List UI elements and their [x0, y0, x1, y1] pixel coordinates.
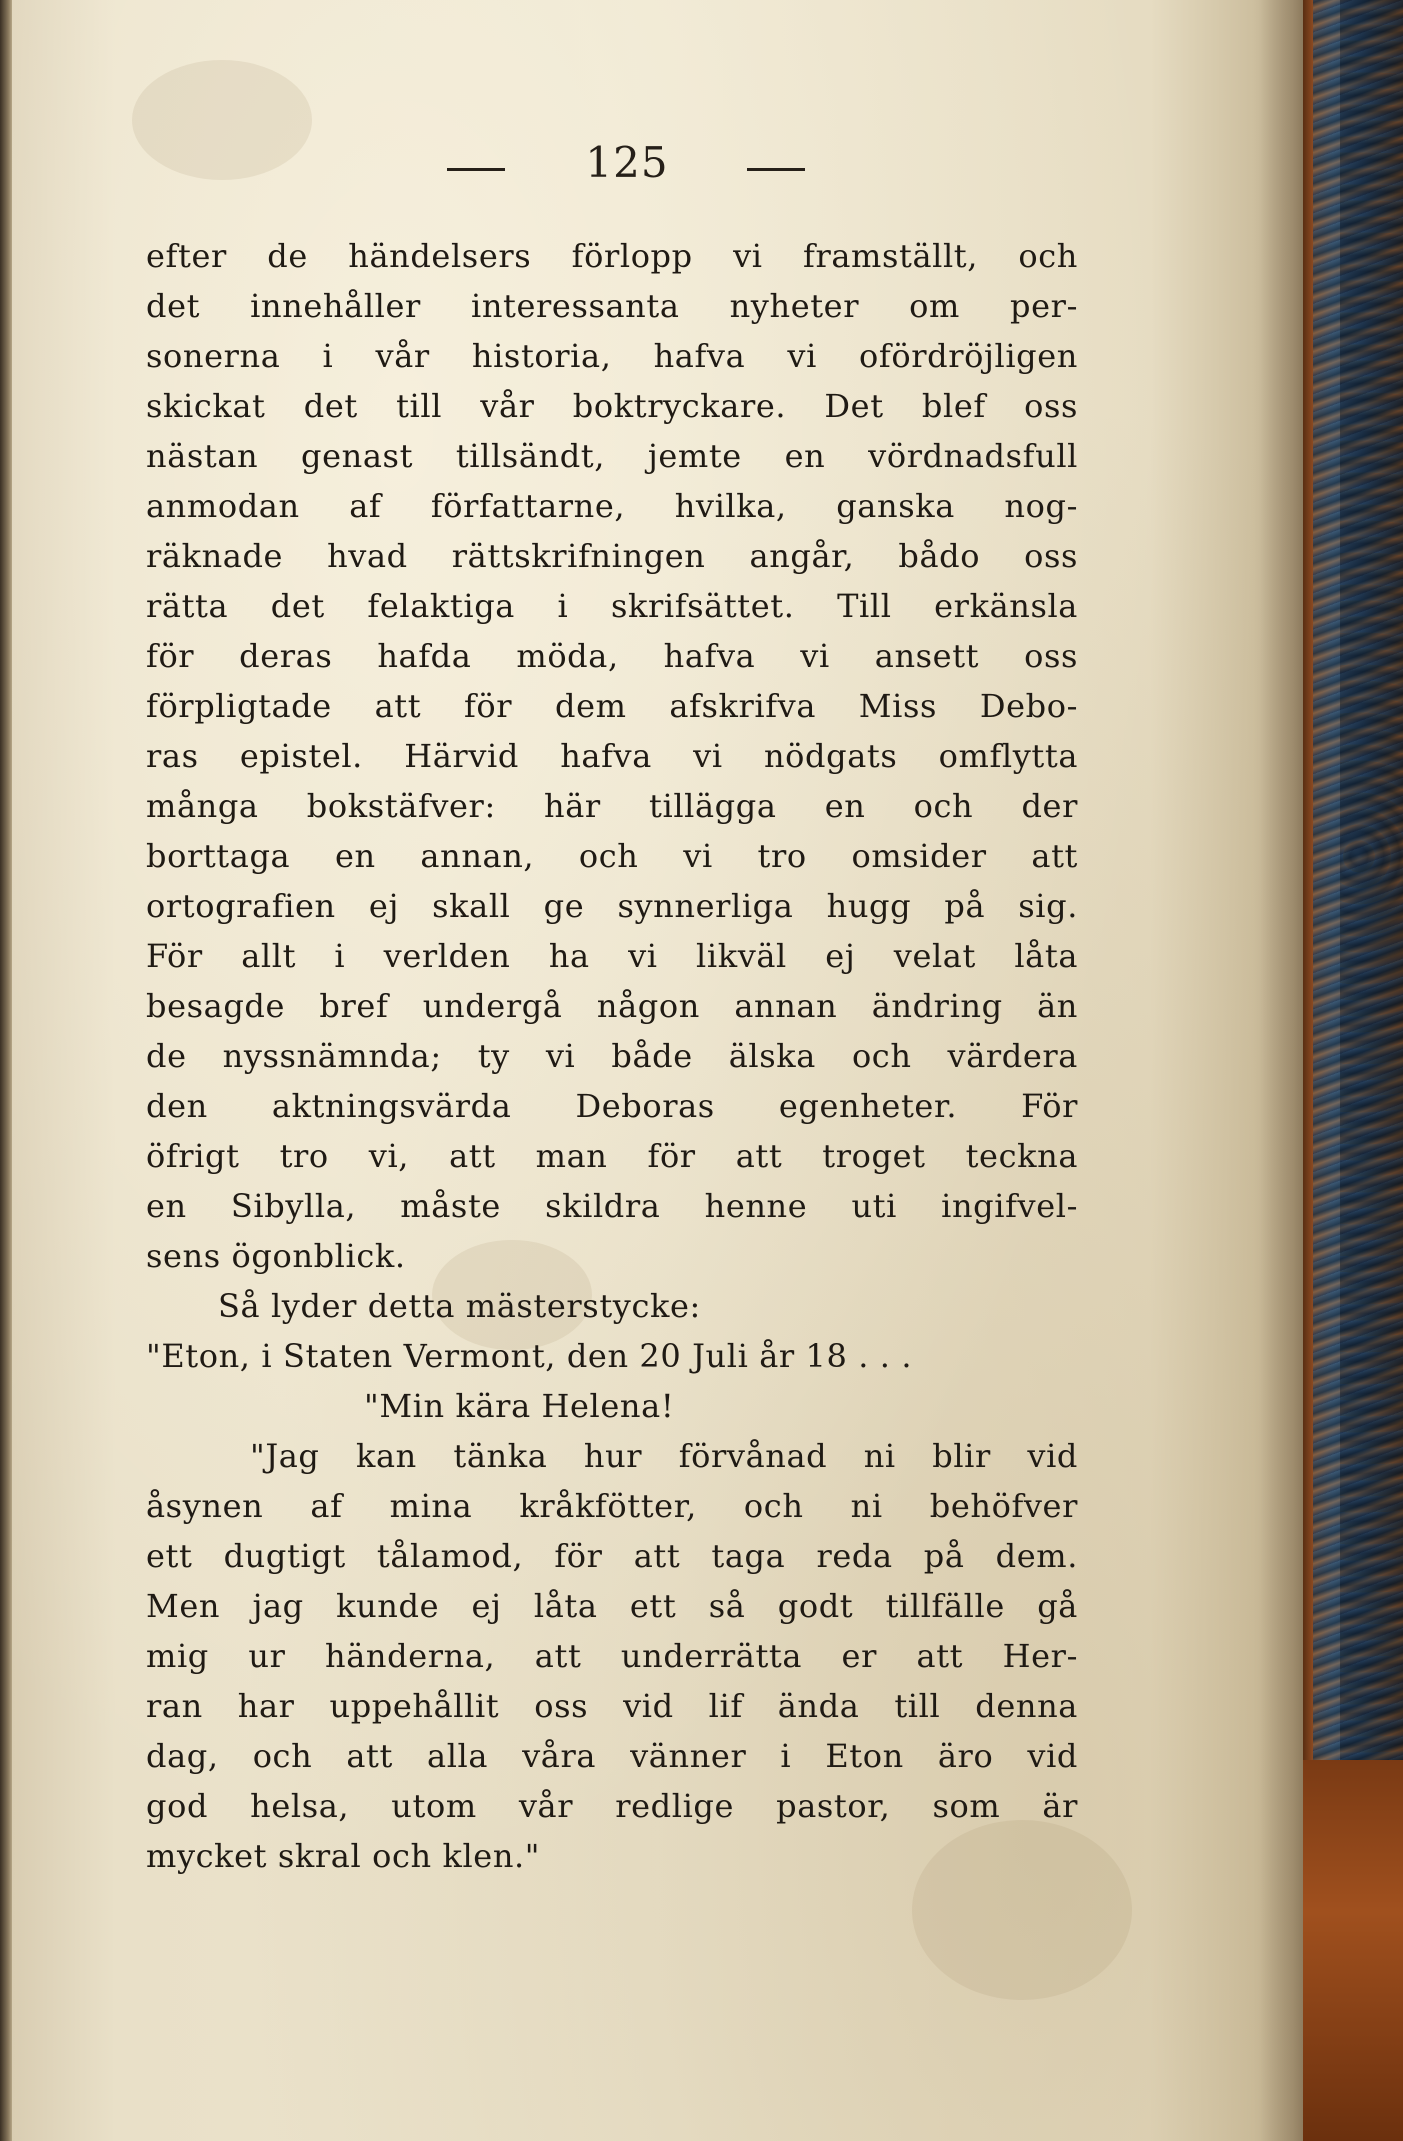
text-line: räknade hvad rättskrifningen angår, bådo oss — [146, 537, 1078, 575]
text-line: för deras hafda möda, hafva vi ansett oss — [146, 637, 1078, 675]
text-line: skickat det till vår boktryckare. Det blef oss — [146, 387, 1078, 425]
text-line: sens ögonblick. — [146, 1237, 406, 1275]
text-line: den aktningsvärda Deboras egenheter. För — [146, 1087, 1078, 1125]
text-line: ras epistel. Härvid hafva vi nödgats omflytta — [146, 737, 1078, 775]
cover-leather-corner — [1303, 1760, 1403, 2141]
header-dash-left — [447, 168, 505, 171]
text-line: Så lyder detta mästerstycke: — [218, 1287, 701, 1325]
page-header — [12, 138, 1305, 198]
text-line: rätta det felaktiga i skrifsättet. Till erkänsla — [146, 587, 1078, 625]
text-line: borttaga en annan, och vi tro omsider att — [146, 837, 1078, 875]
text-line: efter de händelsers förlopp vi framställt, och — [146, 237, 1078, 275]
text-line: "Jag kan tänka hur förvånad ni blir vid — [250, 1437, 1078, 1475]
text-line: det innehåller interessanta nyheter om per- — [146, 287, 1078, 325]
page-number: 125 — [585, 138, 669, 187]
text-line: ran har uppehållit oss vid lif ända till denna — [146, 1687, 1078, 1725]
text-line: nästan genast tillsändt, jemte en vördnadsfull — [146, 437, 1078, 475]
text-line: För allt i verlden ha vi likväl ej velat låta — [146, 937, 1078, 975]
text-line: Men jag kunde ej låta ett så godt tillfälle gå — [146, 1587, 1078, 1625]
text-line: "Eton, i Staten Vermont, den 20 Juli år 18 . . . — [146, 1337, 913, 1375]
text-line: ett dugtigt tålamod, för att taga reda på dem. — [146, 1537, 1078, 1575]
text-line: många bokstäfver: här tillägga en och der — [146, 787, 1078, 825]
text-line: en Sibylla, måste skildra henne uti ingifvel- — [146, 1187, 1078, 1225]
text-line: anmodan af författarne, hvilka, ganska nog- — [146, 487, 1078, 525]
text-line: sonerna i vår historia, hafva vi ofördröjligen — [146, 337, 1078, 375]
text-line: dag, och att alla våra vänner i Eton äro vid — [146, 1737, 1078, 1775]
text-line: åsynen af mina kråkfötter, och ni behöfver — [146, 1487, 1078, 1525]
text-line: förpligtade att för dem afskrifva Miss Debo- — [146, 687, 1078, 725]
book-page — [12, 0, 1305, 2141]
text-line: de nyssnämnda; ty vi både älska och värdera — [146, 1037, 1078, 1075]
text-line: öfrigt tro vi, att man för att troget teckna — [146, 1137, 1078, 1175]
text-line: mig ur händerna, att underrätta er att Her- — [146, 1637, 1078, 1675]
text-line: besagde bref undergå någon annan ändring än — [146, 987, 1078, 1025]
text-line: ortografien ej skall ge synnerliga hugg på sig. — [146, 887, 1078, 925]
text-line: "Min kära Helena! — [364, 1387, 675, 1425]
text-line: mycket skral och klen." — [146, 1837, 541, 1875]
text-line: god helsa, utom vår redlige pastor, som är — [146, 1787, 1078, 1825]
header-dash-right — [747, 168, 805, 171]
